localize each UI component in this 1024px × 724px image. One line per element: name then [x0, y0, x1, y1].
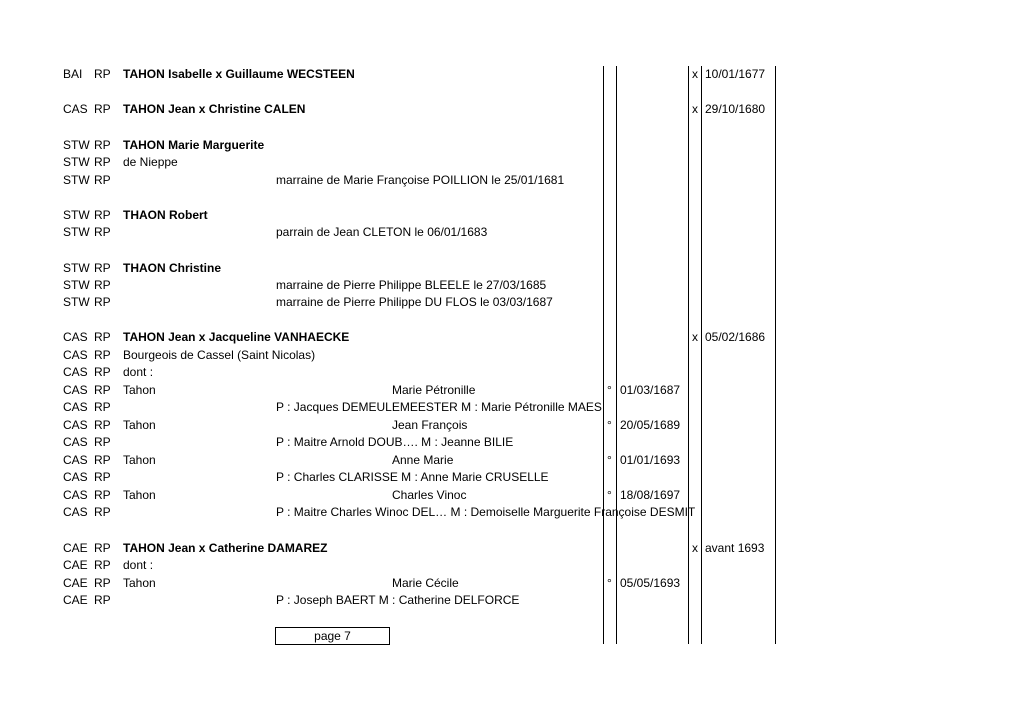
register-row [0, 207, 1024, 224]
person-name: Tahon [123, 383, 156, 397]
person-name: dont : [123, 365, 154, 379]
child-name: Anne Marie [392, 453, 454, 467]
parish-code: CAS [63, 488, 88, 502]
parish-code: CAS [63, 365, 88, 379]
register-row [0, 504, 1024, 521]
source-code: RP [94, 295, 111, 309]
source-code: RP [94, 261, 111, 275]
birth-date: 20/05/1689 [620, 418, 681, 432]
person-name: dont : [123, 558, 154, 572]
parish-code: STW [63, 155, 90, 169]
register-row [0, 347, 1024, 364]
birth-mark: ° [607, 576, 612, 590]
parish-code: CAE [63, 576, 88, 590]
marriage-date: 10/01/1677 [705, 67, 766, 81]
parish-code: BAI [63, 67, 83, 81]
source-code: RP [94, 225, 111, 239]
parish-code: CAS [63, 470, 88, 484]
birth-mark: ° [607, 418, 612, 432]
register-row [0, 137, 1024, 154]
register-row [0, 557, 1024, 574]
person-name: TAHON Isabelle x Guillaume WECSTEEN [123, 67, 355, 81]
person-name: TAHON Jean x Christine CALEN [123, 102, 306, 116]
source-code: RP [94, 576, 111, 590]
parish-code: STW [63, 208, 90, 222]
register-row [0, 417, 1024, 434]
birth-mark: ° [607, 453, 612, 467]
parish-code: CAS [63, 435, 88, 449]
page-number: page 7 [314, 629, 351, 643]
person-name: Tahon [123, 418, 156, 432]
marriage-mark: x [692, 67, 698, 81]
birth-mark: ° [607, 383, 612, 397]
marriage-date: avant 1693 [705, 541, 765, 555]
source-code: RP [94, 330, 111, 344]
marriage-mark: x [692, 330, 698, 344]
register-row [0, 452, 1024, 469]
source-code: RP [94, 435, 111, 449]
source-code: RP [94, 593, 111, 607]
register-row [0, 399, 1024, 416]
source-code: RP [94, 208, 111, 222]
birth-date: 18/08/1697 [620, 488, 681, 502]
marriage-mark: x [692, 102, 698, 116]
register-row [0, 575, 1024, 592]
person-name: de Nieppe [123, 155, 178, 169]
source-code: RP [94, 102, 111, 116]
register-row [0, 592, 1024, 609]
register-row [0, 277, 1024, 294]
source-code: RP [94, 470, 111, 484]
source-code: RP [94, 365, 111, 379]
marriage-date: 29/10/1680 [705, 102, 766, 116]
source-code: RP [94, 505, 111, 519]
entry-detail: marraine de Pierre Philippe BLEELE le 27/03/1685 [276, 278, 547, 292]
birth-date: 05/05/1693 [620, 576, 681, 590]
parish-code: CAS [63, 330, 88, 344]
source-code: RP [94, 67, 111, 81]
source-code: RP [94, 418, 111, 432]
parish-code: CAS [63, 505, 88, 519]
parish-code: STW [63, 261, 90, 275]
entry-detail: P : Charles CLARISSE M : Anne Marie CRUSELLE [276, 470, 549, 484]
person-name: Tahon [123, 453, 156, 467]
register-row [0, 540, 1024, 557]
source-code: RP [94, 348, 111, 362]
source-code: RP [94, 155, 111, 169]
person-name: TAHON Jean x Catherine DAMAREZ [123, 541, 328, 555]
register-row [0, 434, 1024, 451]
entry-detail: marraine de Pierre Philippe DU FLOS le 03/03/1687 [276, 295, 553, 309]
marriage-date: 05/02/1686 [705, 330, 766, 344]
person-name: Tahon [123, 576, 156, 590]
birth-mark: ° [607, 488, 612, 502]
parish-code: CAE [63, 593, 88, 607]
child-name: Marie Cécile [392, 576, 459, 590]
source-code: RP [94, 173, 111, 187]
register-row [0, 66, 1024, 83]
parish-code: CAS [63, 102, 88, 116]
register-row [0, 469, 1024, 486]
person-name: Bourgeois de Cassel (Saint Nicolas) [123, 348, 316, 362]
register-row [0, 101, 1024, 118]
register-row [0, 260, 1024, 277]
birth-date: 01/01/1693 [620, 453, 681, 467]
register-row [0, 364, 1024, 381]
source-code: RP [94, 383, 111, 397]
child-name: Charles Vinoc [392, 488, 467, 502]
source-code: RP [94, 400, 111, 414]
entry-detail: P : Joseph BAERT M : Catherine DELFORCE [276, 593, 520, 607]
parish-code: STW [63, 173, 90, 187]
parish-code: CAE [63, 558, 88, 572]
register-row [0, 382, 1024, 399]
person-name: THAON Christine [123, 261, 222, 275]
register-row [0, 172, 1024, 189]
source-code: RP [94, 488, 111, 502]
person-name: Tahon [123, 488, 156, 502]
birth-date: 01/03/1687 [620, 383, 681, 397]
parish-code: CAS [63, 453, 88, 467]
parish-code: STW [63, 225, 90, 239]
page-number-box [275, 627, 390, 645]
child-name: Jean François [392, 418, 468, 432]
parish-code: CAS [63, 383, 88, 397]
parish-code: STW [63, 138, 90, 152]
entry-detail: P : Maitre Arnold DOUB…. M : Jeanne BILIE [276, 435, 514, 449]
entry-detail: parrain de Jean CLETON le 06/01/1683 [276, 225, 488, 239]
register-row [0, 154, 1024, 171]
source-code: RP [94, 558, 111, 572]
register-row [0, 294, 1024, 311]
parish-code: STW [63, 295, 90, 309]
source-code: RP [94, 541, 111, 555]
entry-detail: marraine de Marie Françoise POILLION le 25/01/1681 [276, 173, 565, 187]
marriage-mark: x [692, 541, 698, 555]
person-name: THAON Robert [123, 208, 208, 222]
person-name: TAHON Marie Marguerite [123, 138, 265, 152]
parish-code: CAS [63, 400, 88, 414]
person-name: TAHON Jean x Jacqueline VANHAECKE [123, 330, 350, 344]
parish-code: CAS [63, 348, 88, 362]
parish-code: STW [63, 278, 90, 292]
source-code: RP [94, 278, 111, 292]
register-row [0, 224, 1024, 241]
register-row [0, 487, 1024, 504]
child-name: Marie Pétronille [392, 383, 476, 397]
source-code: RP [94, 453, 111, 467]
parish-code: CAS [63, 418, 88, 432]
parish-code: CAE [63, 541, 88, 555]
source-code: RP [94, 138, 111, 152]
entry-detail: P : Maitre Charles Winoc DEL… M : Demoiselle Marguerite Françoise DESMIT [276, 505, 696, 519]
entry-detail: P : Jacques DEMEULEMEESTER M : Marie Pétronille MAES [276, 400, 602, 414]
register-row [0, 329, 1024, 346]
